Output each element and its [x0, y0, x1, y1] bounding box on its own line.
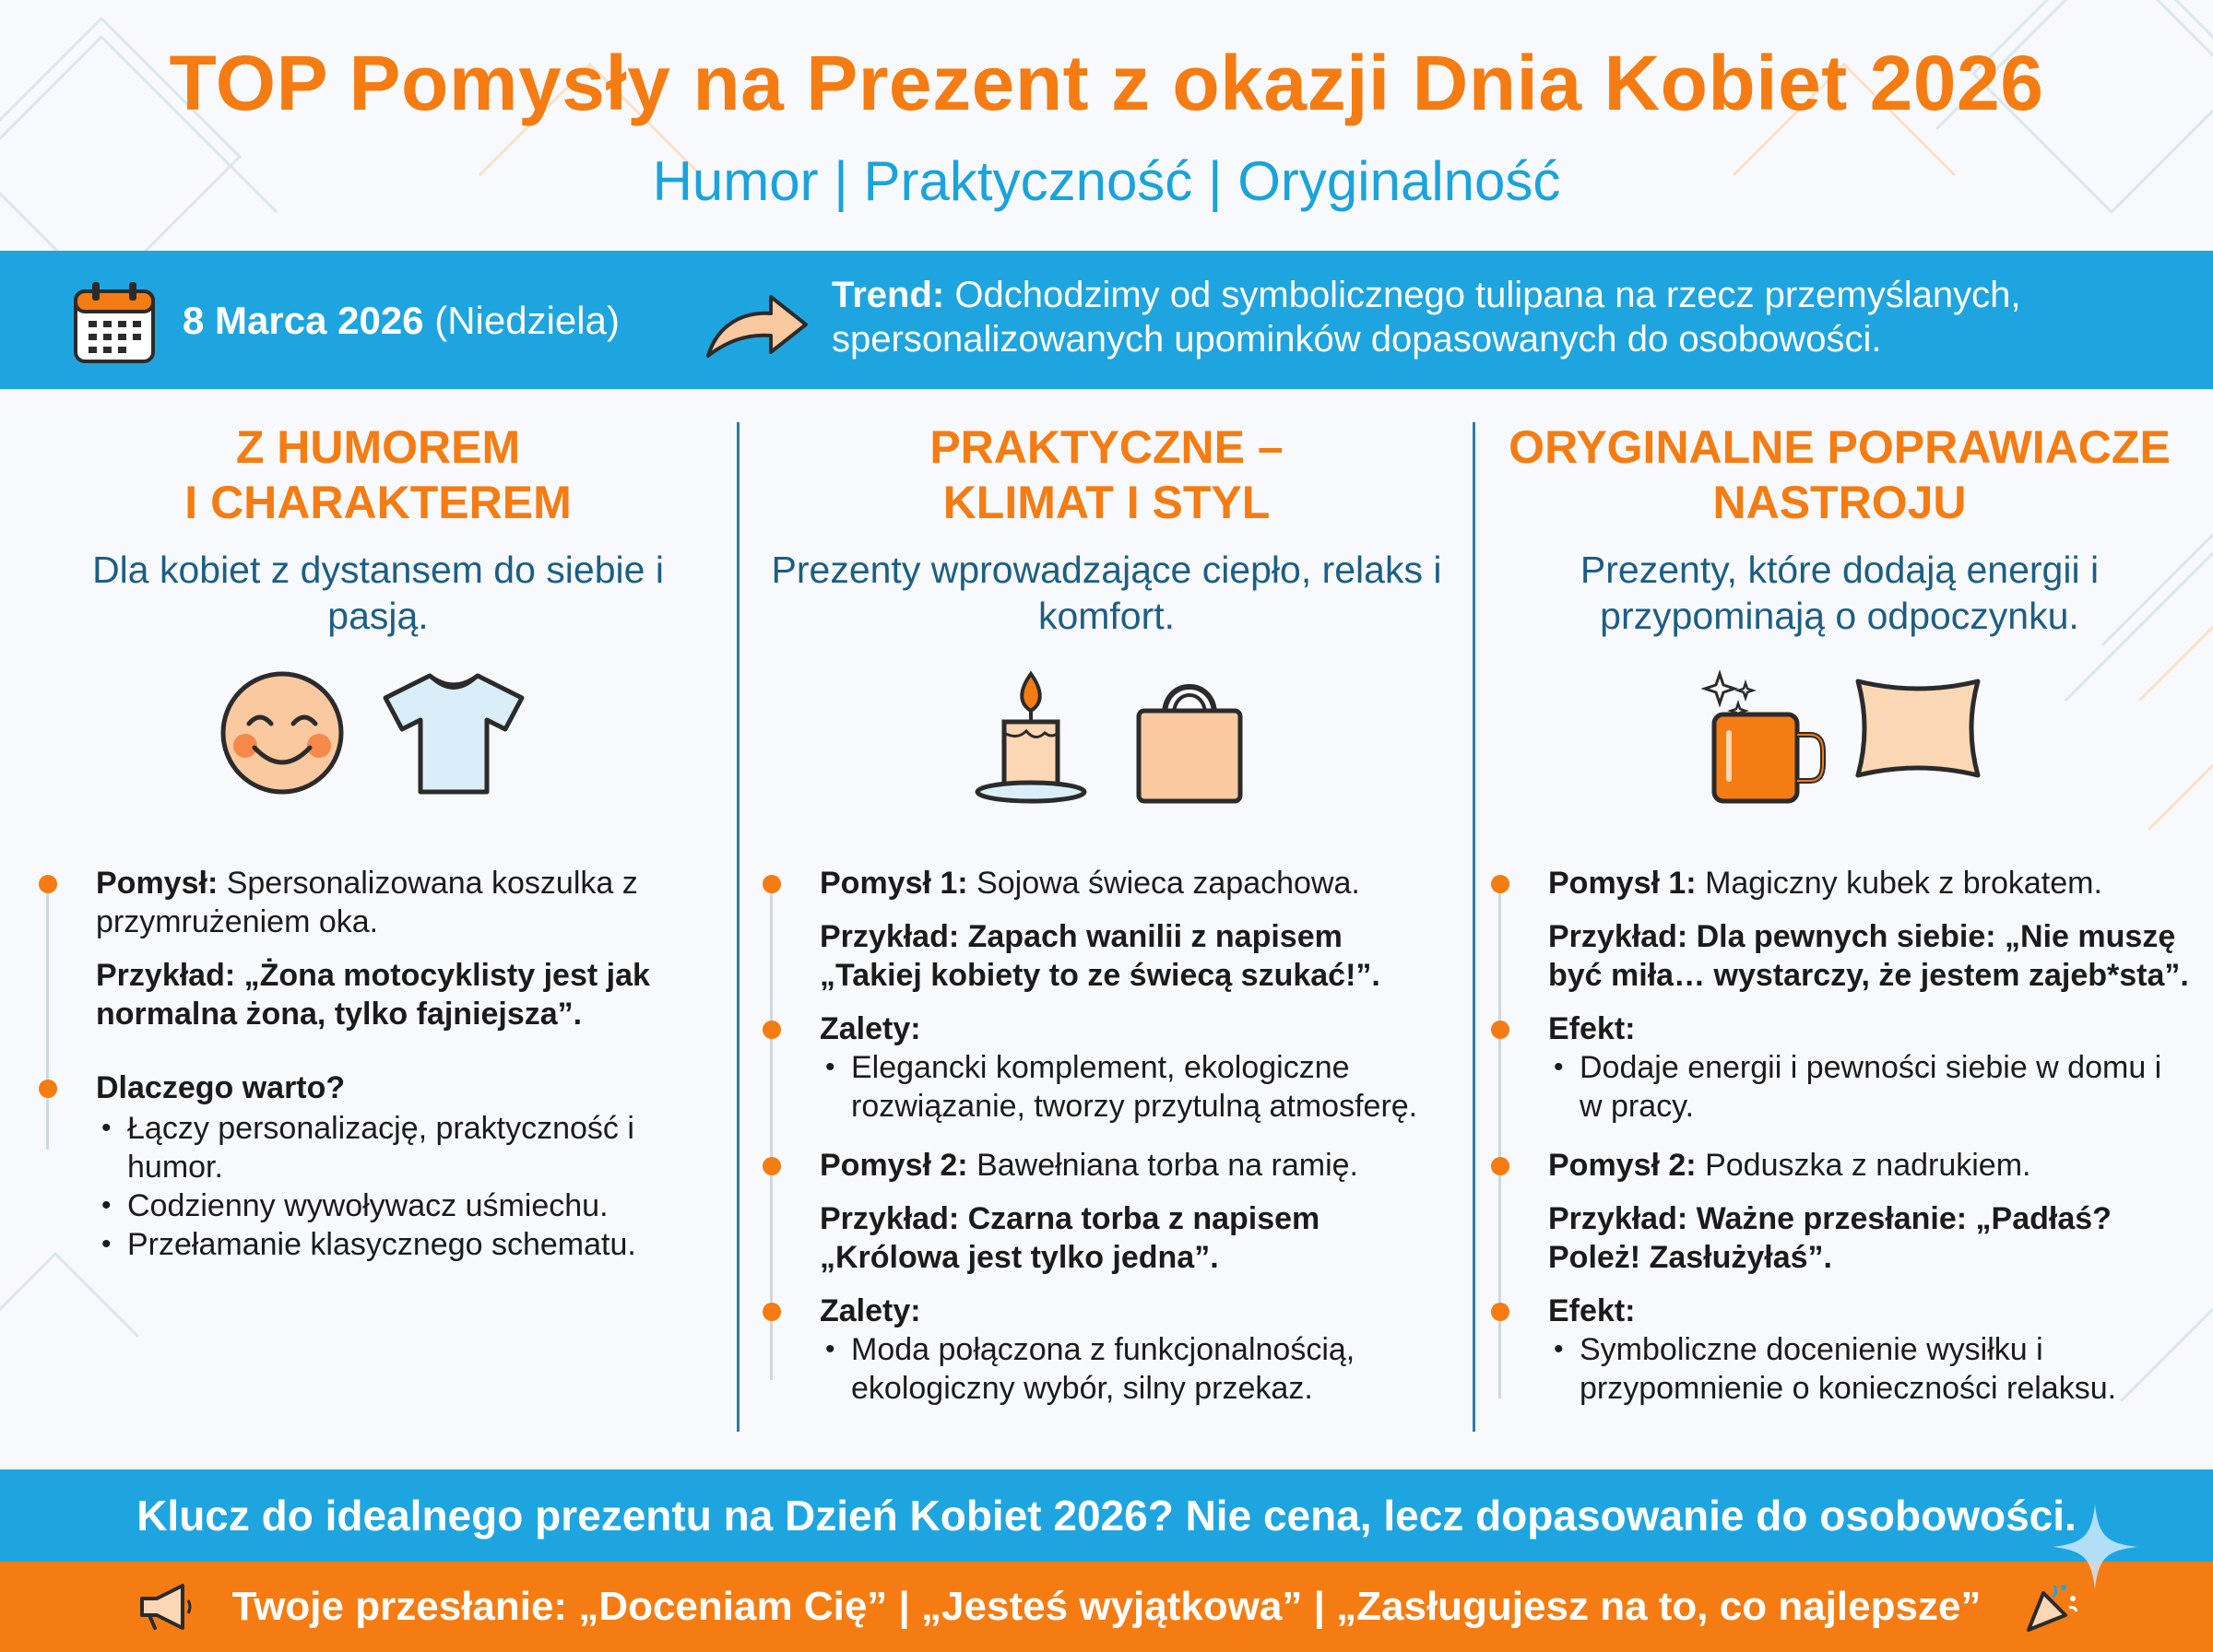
column-divider [737, 422, 740, 1432]
list-item: Pomysł 2: Bawełniana torba na ramię. [761, 1146, 1452, 1185]
column-title: Z HUMOREM I CHARAKTEREM [184, 421, 572, 528]
key-message-band: Klucz do idealnego prezentu na Dzień Kobiet 2026? Nie cena, lecz dopasowanie do osobowości. [0, 1469, 2213, 1562]
calendar-icon [72, 280, 157, 365]
message-band: Twoje przesłanie: „Doceniam Cię” | „Jesteś wyjątkowa” | „Zasługujesz na to, co najlepsze” [0, 1562, 2213, 1652]
pros-bullets: • Elegancki komplement, ekologiczne rozwiązanie, tworzy przytulną atmosferę. [761, 1048, 1452, 1126]
curved-arrow-icon [703, 288, 811, 361]
column-practical [761, 419, 1452, 1434]
list-item: Przykład: Czarna torba z napisem „Królowa jest tylko jedna”. [820, 1201, 1320, 1275]
list-item: Pomysł 1: Magiczny kubek z brokatem. [1489, 864, 2190, 903]
column-subtitle: Dla kobiet z dystansem do siebie i pasją. [92, 549, 664, 637]
effect-bullets: • Symboliczne docenienie wysiłku i przypomnienie o konieczności relaksu. [1489, 1330, 2190, 1408]
column-divider [1473, 422, 1475, 1432]
column-subtitle: Prezenty wprowadzające ciepło, relaks i komfort. [771, 549, 1442, 637]
effect-bullets: • Dodaje energii i pewności siebie w domu i w pracy. [1489, 1048, 2190, 1126]
list-item: Zalety: [761, 1292, 1452, 1330]
list-item: Przykład: Zapach wanilii z napisem „Takiej kobiety to ze świecą szukać!”. [820, 919, 1380, 993]
column-subtitle: Prezenty, które dodają energii i przypominają o odpoczynku. [1580, 549, 2100, 637]
list-item: Pomysł 2: Poduszka z nadrukiem. [1489, 1146, 2190, 1185]
list-item: Efekt: [1489, 1292, 2190, 1330]
list-item: Przykład: Ważne przesłanie: „Padłaś? Poleż! Zasłużyłaś”. [1548, 1201, 2112, 1275]
column-title: PRAKTYCZNE – KLIMAT I STYL [929, 421, 1284, 528]
candle-icon [971, 668, 1091, 807]
pillow-icon [1849, 668, 1987, 788]
list-item: Dlaczego warto? [37, 1068, 719, 1107]
page-title: TOP Pomysły na Prezent z okazji Dnia Kobiet 2026 [169, 40, 2044, 126]
page-subtitle: Humor | Praktyczność | Oryginalność [652, 150, 1561, 212]
tshirt-icon [380, 668, 527, 797]
event-date: 8 Marca 2026 (Niedziela) [183, 299, 620, 342]
list-item: Przykład: „Żona motocyklisty jest jak normalna żona, tylko fajniejsza”. [96, 958, 650, 1032]
list-item: Efekt: [1489, 1009, 2190, 1048]
list-item: Pomysł: Spersonalizowana koszulka z przymrużeniem oka. [37, 864, 719, 941]
trend-text: Trend: Odchodzimy od symbolicznego tulipana na rzecz przemyślanych, spersonalizowanych upominków dopasowanych do osobowości. [832, 275, 2021, 360]
column-humor [37, 419, 719, 1434]
sparkle-star-icon [2049, 1501, 2141, 1593]
column-mood-boosters [1489, 419, 2190, 1434]
column-title: ORYGINALNE POPRAWIACZE NASTROJU [1509, 421, 2171, 528]
tote-bag-icon [1130, 668, 1249, 807]
megaphone-icon [136, 1582, 194, 1632]
list-item: Zalety: [761, 1009, 1452, 1048]
list-item: Przykład: Dla pewnych siebie: „Nie muszę być miła… wystarczy, że jestem zajeb*sta”. [1548, 919, 2189, 993]
pros-bullets: • Moda połączona z funkcjonalnością, ekologiczny wybór, silny przekaz. [761, 1330, 1452, 1408]
trend-banner [0, 251, 2213, 389]
sparkle-mug-icon [1701, 668, 1830, 807]
smiley-icon [218, 668, 347, 797]
why-bullets: • Łączy personalizację, praktyczność i humor. • Codzienny wywoływacz uśmiechu. • Przełamanie klasycznego schematu. [37, 1109, 719, 1264]
list-item: Pomysł 1: Sojowa świeca zapachowa. [761, 864, 1452, 903]
